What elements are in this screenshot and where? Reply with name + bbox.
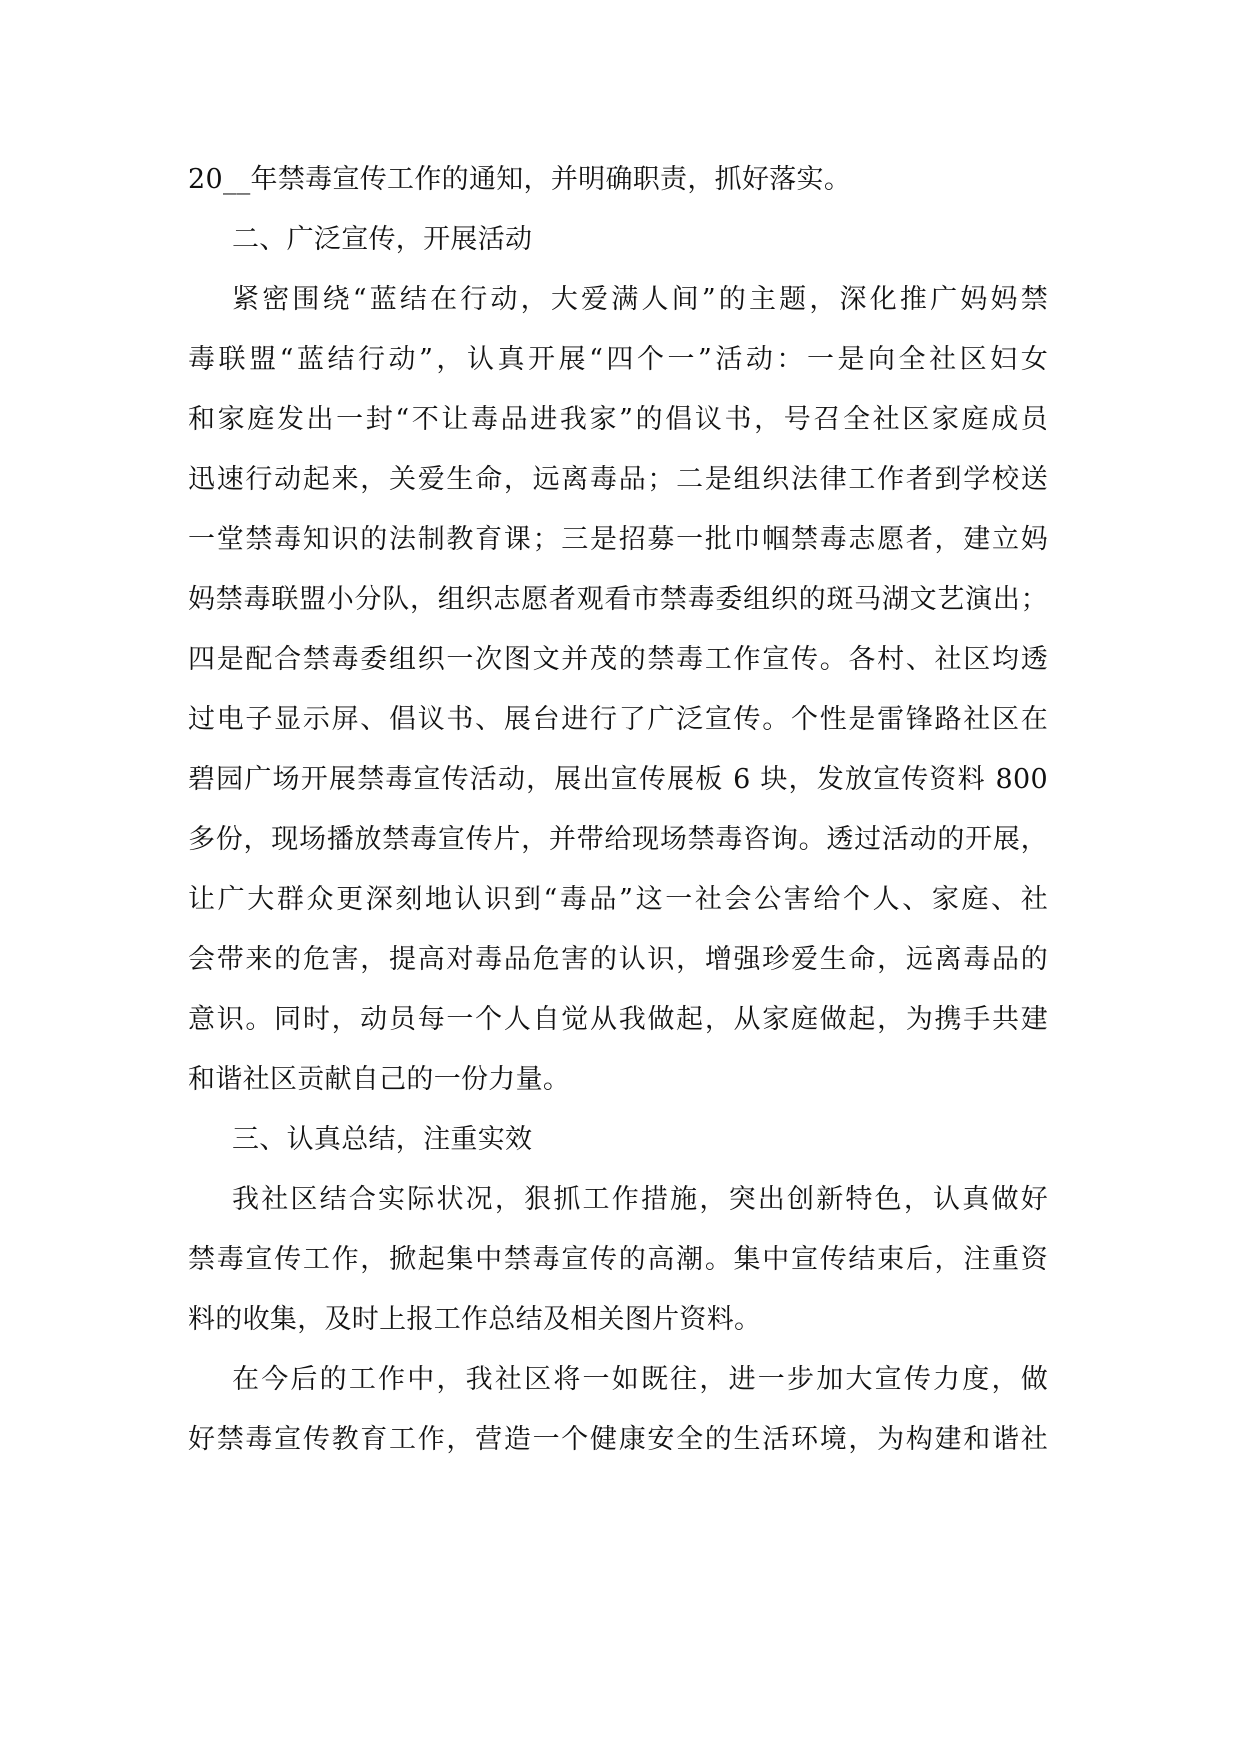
body-line: 碧园广场开展禁毒宣传活动，展出宣传展板 6 块，发放宣传资料 800 [188,764,1048,795]
section-heading: 二、广泛宣传，开展活动 [232,224,533,255]
body-line: 紧密围绕“蓝结在行动，大爱满人间”的主题，深化推广妈妈禁 [232,284,1048,315]
body-line: 毒联盟“蓝结行动”，认真开展“四个一”活动：一是向全社区妇女 [188,344,1048,375]
body-line: 禁毒宣传工作，掀起集中禁毒宣传的高潮。集中宣传结束后，注重资 [188,1244,1048,1275]
body-line: 和谐社区贡献自己的一份力量。 [188,1064,571,1095]
body-line: 20__年禁毒宣传工作的通知，并明确职责，抓好落实。 [188,164,852,195]
body-line: 好禁毒宣传教育工作，营造一个健康安全的生活环境，为构建和谐社 [188,1424,1048,1455]
body-line: 在今后的工作中，我社区将一如既往，进一步加大宣传力度，做 [232,1364,1048,1395]
body-line: 和家庭发出一封“不让毒品进我家”的倡议书，号召全社区家庭成员 [188,404,1048,435]
body-line: 过电子显示屏、倡议书、展台进行了广泛宣传。个性是雷锋路社区在 [188,704,1048,735]
body-line: 会带来的危害，提高对毒品危害的认识，增强珍爱生命，远离毒品的 [188,944,1048,975]
document-body [188,150,1048,1470]
body-line: 妈禁毒联盟小分队，组织志愿者观看市禁毒委组织的斑马湖文艺演出； [188,584,1048,615]
body-line: 意识。同时，动员每一个人自觉从我做起，从家庭做起，为携手共建 [188,1004,1048,1035]
body-line: 我社区结合实际状况，狠抓工作措施，突出创新特色，认真做好 [232,1184,1048,1215]
body-line: 一堂禁毒知识的法制教育课；三是招募一批巾帼禁毒志愿者，建立妈 [188,524,1048,555]
body-line: 四是配合禁毒委组织一次图文并茂的禁毒工作宣传。各村、社区均透 [188,644,1048,675]
body-line: 料的收集，及时上报工作总结及相关图片资料。 [188,1304,762,1335]
body-line: 让广大群众更深刻地认识到“毒品”这一社会公害给个人、家庭、社 [188,884,1048,915]
section-heading: 三、认真总结，注重实效 [232,1124,533,1155]
body-line: 迅速行动起来，关爱生命，远离毒品；二是组织法律工作者到学校送 [188,464,1048,495]
body-line: 多份，现场播放禁毒宣传片，并带给现场禁毒咨询。透过活动的开展， [188,824,1048,855]
